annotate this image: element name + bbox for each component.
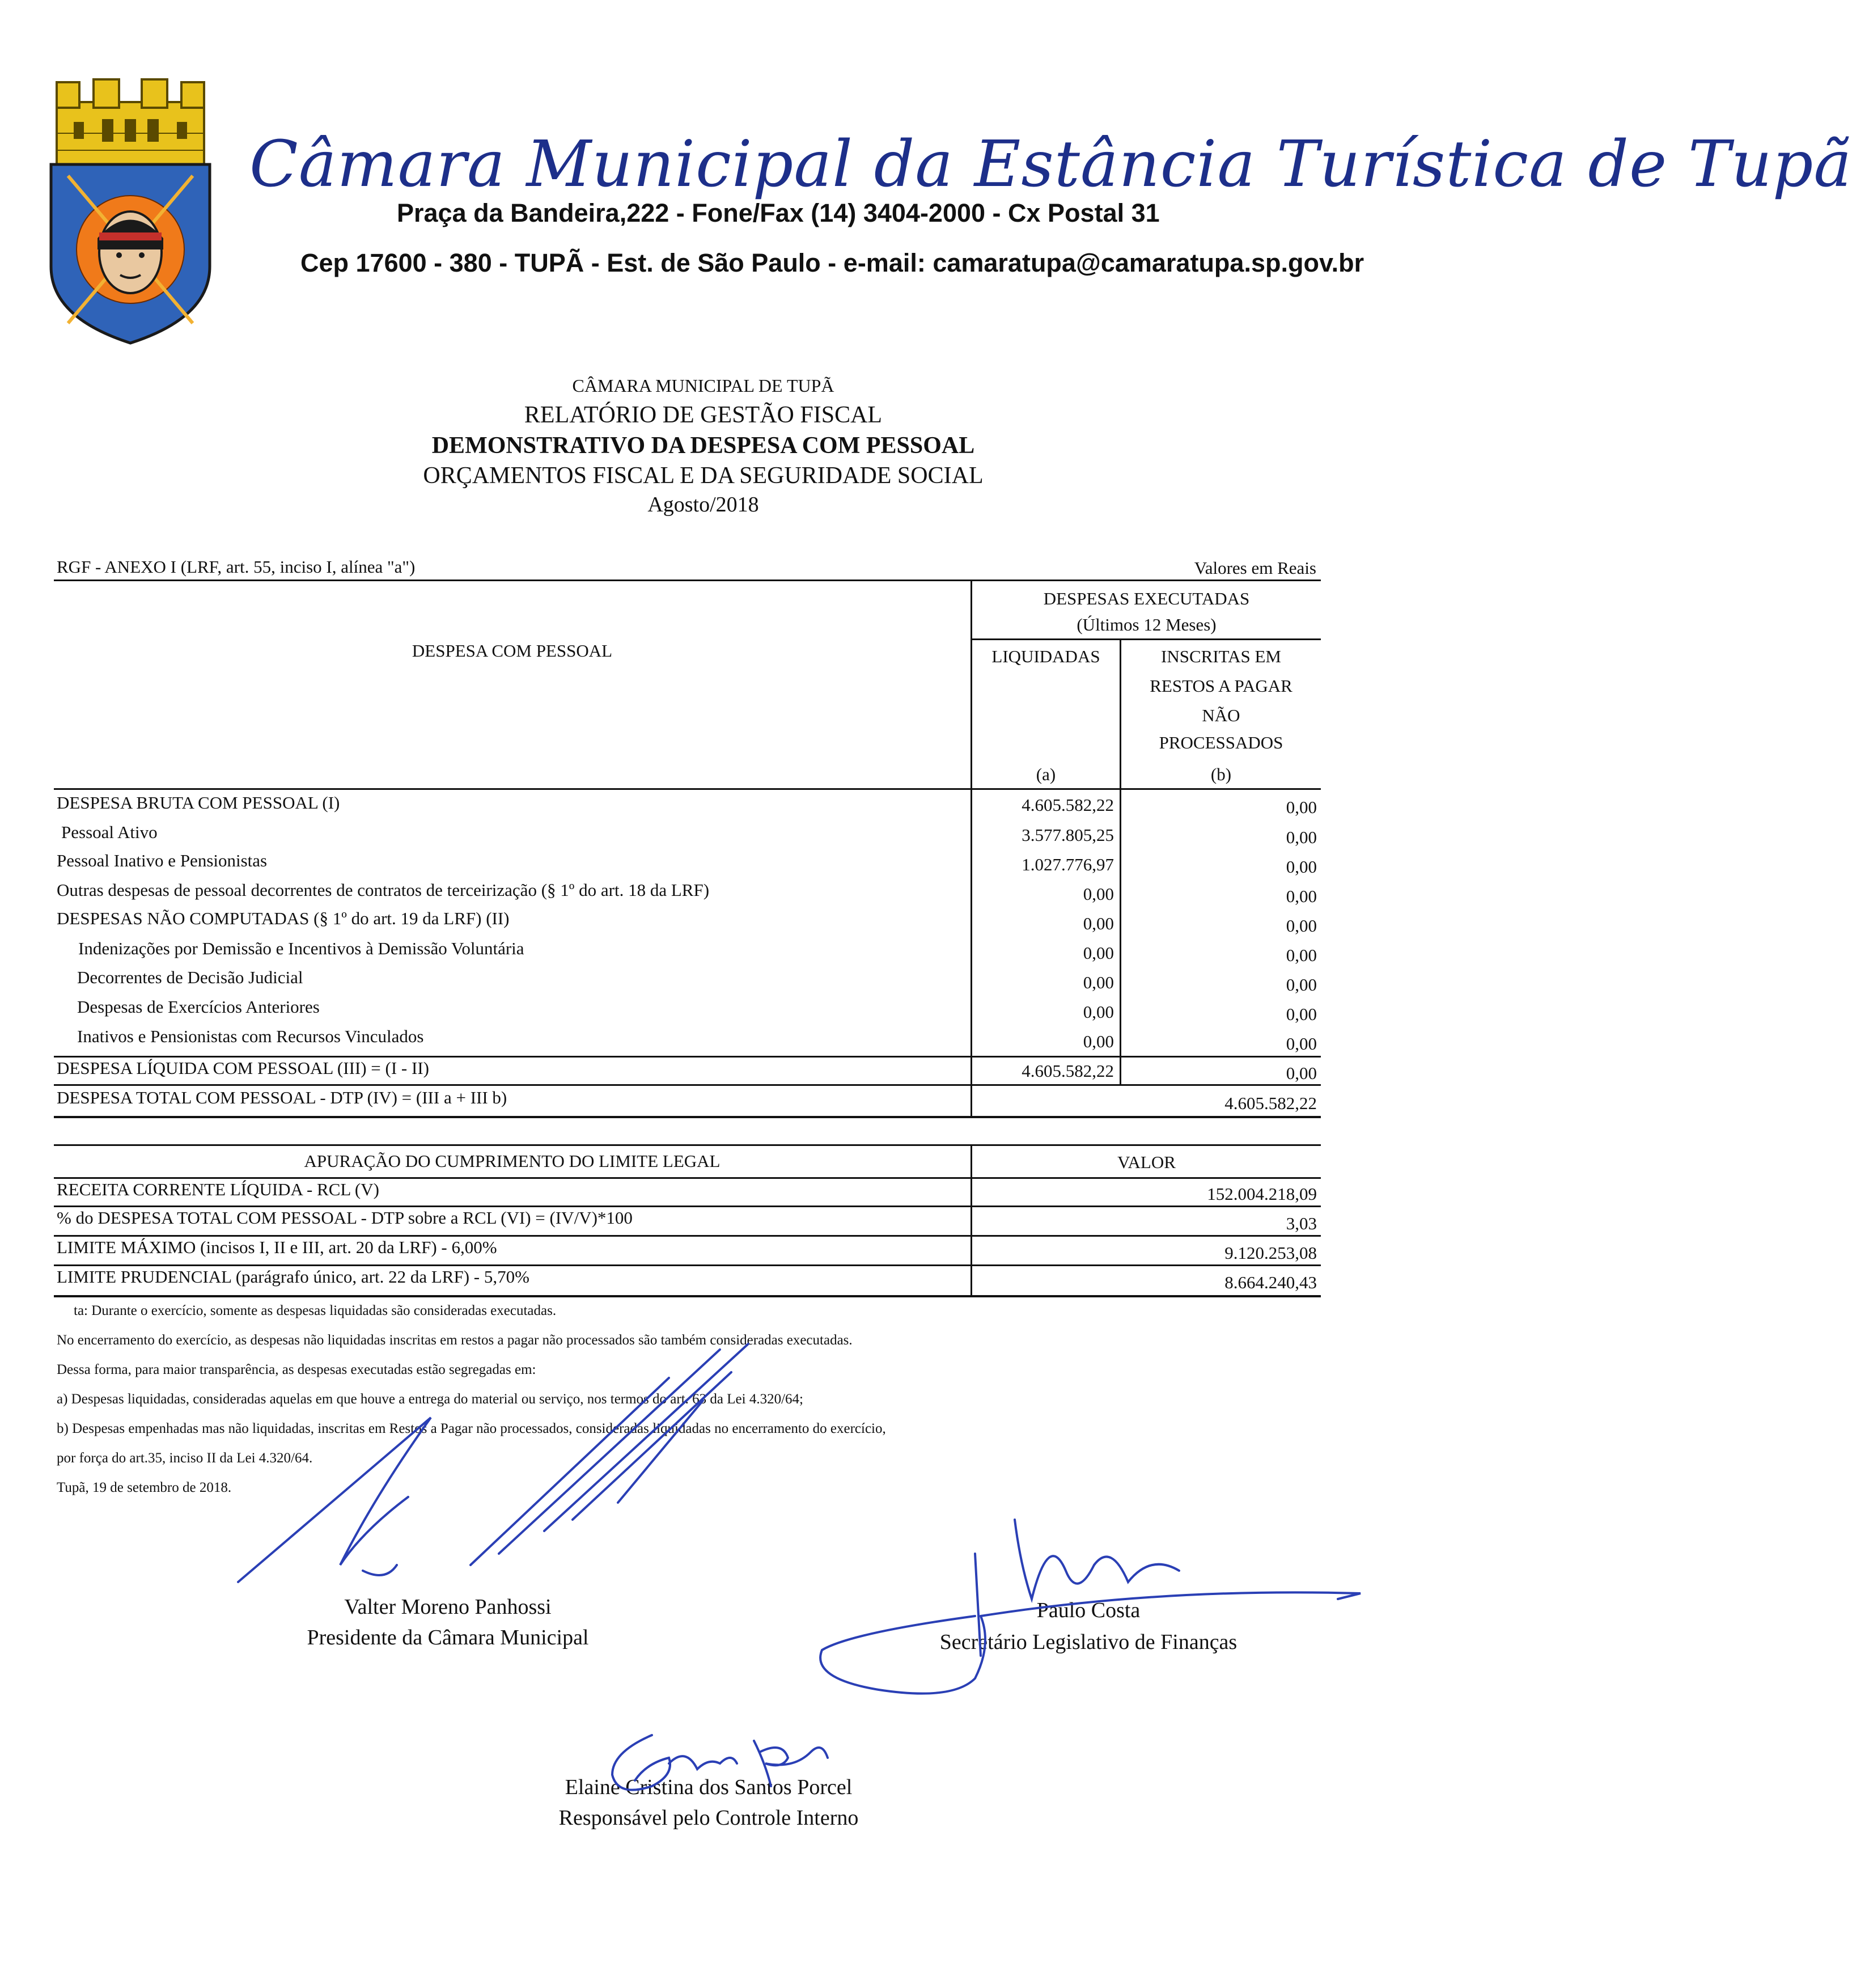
row-value-a: 0,00 xyxy=(1083,913,1114,933)
date-line: Tupã, 19 de setembro de 2018. xyxy=(57,1480,232,1495)
row-value-a: 0,00 xyxy=(1083,1002,1114,1022)
limit-row-value: 8.664.240,43 xyxy=(1224,1272,1317,1292)
row-label: Inativos e Pensionistas com Recursos Vinculados xyxy=(77,1026,424,1046)
group-header-2: (Últimos 12 Meses) xyxy=(1077,615,1217,635)
signatory-role: Secretário Legislativo de Finanças xyxy=(939,1630,1238,1654)
row-label: Indenizações por Demissão e Incentivos à Demissão Voluntária xyxy=(78,938,524,958)
group-header-1: DESPESAS EXECUTADAS xyxy=(1043,589,1250,608)
row-value-b: 0,00 xyxy=(1286,827,1317,847)
row-label: DESPESAS NÃO COMPUTADAS (§ 1º do art. 19 da LRF) (II) xyxy=(57,908,510,928)
col-b-tag: (b) xyxy=(1210,764,1232,784)
total-label: DESPESA TOTAL COM PESSOAL - DTP (IV) = (III a + III b) xyxy=(57,1088,507,1107)
col-b-header-3: NÃO xyxy=(1202,705,1240,725)
report-subtitle: ORÇAMENTOS FISCAL E DA SEGURIDADE SOCIAL xyxy=(423,463,984,489)
limit-row-value: 152.004.218,09 xyxy=(1207,1184,1317,1204)
limit-row-label: LIMITE PRUDENCIAL (parágrafo único, art. 22 da LRF) - 5,70% xyxy=(57,1267,529,1287)
row-value-a: 0,00 xyxy=(1083,884,1114,904)
annex-reference: RGF - ANEXO I (LRF, art. 55, inciso I, alínea "a") xyxy=(57,557,416,577)
col-b-header-4: PROCESSADOS xyxy=(1159,733,1283,752)
table2-header-label: APURAÇÃO DO CUMPRIMENTO DO LIMITE LEGAL xyxy=(304,1151,721,1171)
row-value-b: 0,00 xyxy=(1286,1063,1317,1083)
row-label: DESPESA BRUTA COM PESSOAL (I) xyxy=(57,793,340,813)
row-label: Despesas de Exercícios Anteriores xyxy=(77,997,320,1017)
row-value-b: 0,00 xyxy=(1286,975,1317,995)
report-title: DEMONSTRATIVO DA DESPESA COM PESSOAL xyxy=(431,433,975,459)
total-value: 4.605.582,22 xyxy=(1224,1093,1317,1113)
row-value-a: 3.577.805,25 xyxy=(1022,825,1114,845)
row-value-a: 1.027.776,97 xyxy=(1022,855,1114,874)
limit-row-label: LIMITE MÁXIMO (incisos I, II e III, art. 20 da LRF) - 6,00% xyxy=(57,1237,497,1257)
row-label: Pessoal Inativo e Pensionistas xyxy=(57,851,268,870)
limit-row-label: RECEITA CORRENTE LÍQUIDA - RCL (V) xyxy=(57,1179,379,1199)
row-value-b: 0,00 xyxy=(1286,886,1317,906)
note-line: No encerramento do exercício, as despesas não liquidadas inscritas em restos a pagar não processados são também consideradas executadas. xyxy=(57,1333,853,1348)
limit-row-label: % do DESPESA TOTAL COM PESSOAL - DTP sobre a RCL (VI) = (IV/V)*100 xyxy=(57,1208,633,1228)
row-value-b: 0,00 xyxy=(1286,797,1317,817)
row-label: Decorrentes de Decisão Judicial xyxy=(77,967,303,987)
note-line: ta: Durante o exercício, somente as despesas liquidadas são consideradas executadas. xyxy=(74,1303,557,1318)
signatory-name: Elaine Cristina dos Santos Porcel xyxy=(565,1775,853,1799)
institution-name: Câmara Municipal da Estância Turística de Tupã xyxy=(249,128,1852,201)
col-b-header-1: INSCRITAS EM xyxy=(1161,646,1281,666)
signatory-name: Valter Moreno Panhossi xyxy=(344,1595,552,1619)
row-value-a: 4.605.582,22 xyxy=(1022,1061,1114,1081)
row-value-b: 0,00 xyxy=(1286,857,1317,877)
units-label: Valores em Reais xyxy=(1194,558,1316,578)
col-main-header: DESPESA COM PESSOAL xyxy=(412,641,613,661)
col-a-tag: (a) xyxy=(1036,764,1056,784)
signatory-role: Presidente da Câmara Municipal xyxy=(307,1626,589,1649)
report-period: Agosto/2018 xyxy=(647,493,759,517)
row-value-a: 4.605.582,22 xyxy=(1022,795,1114,815)
row-label: DESPESA LÍQUIDA COM PESSOAL (III) = (I - II) xyxy=(57,1058,429,1078)
signatory-role: Responsável pelo Controle Interno xyxy=(558,1806,859,1830)
report-entity: CÂMARA MUNICIPAL DE TUPÃ xyxy=(572,375,834,396)
row-value-b: 0,00 xyxy=(1286,945,1317,965)
row-label: Pessoal Ativo xyxy=(61,822,158,842)
row-label: Outras despesas de pessoal decorrentes de contratos de terceirização (§ 1º do art. 18 da LRF) xyxy=(57,880,710,900)
limit-row-value: 3,03 xyxy=(1286,1213,1317,1233)
address-line-2: Cep 17600 - 380 - TUPÃ - Est. de São Paulo - e-mail: camaratupa@camaratupa.sp.gov.br xyxy=(300,248,1364,277)
report-type: RELATÓRIO DE GESTÃO FISCAL xyxy=(524,402,883,428)
row-value-b: 0,00 xyxy=(1286,1004,1317,1024)
row-value-b: 0,00 xyxy=(1286,916,1317,936)
col-a-header: LIQUIDADAS xyxy=(991,646,1100,666)
signatory-name: Paulo Costa xyxy=(1036,1598,1141,1622)
note-line: Dessa forma, para maior transparência, as despesas executadas estão segregadas em: xyxy=(57,1362,536,1377)
row-value-a: 0,00 xyxy=(1083,943,1114,963)
row-value-b: 0,00 xyxy=(1286,1034,1317,1054)
note-line: por força do art.35, inciso II da Lei 4.320/64. xyxy=(57,1450,313,1466)
row-value-a: 0,00 xyxy=(1083,972,1114,992)
note-line: b) Despesas empenhadas mas não liquidadas, inscritas em Restos a Pagar não processados, consideradas liquidadas no encerramento do exercício, xyxy=(57,1421,886,1436)
note-line: a) Despesas liquidadas, consideradas aquelas em que houve a entrega do material ou serviço, nos termos do art. 63 da Lei 4.320/64; xyxy=(57,1391,803,1407)
limit-row-value: 9.120.253,08 xyxy=(1224,1243,1317,1263)
address-line-1: Praça da Bandeira,222 - Fone/Fax (14) 3404-2000 - Cx Postal 31 xyxy=(397,198,1160,227)
row-value-a: 0,00 xyxy=(1083,1031,1114,1051)
table2-header-value: VALOR xyxy=(1117,1152,1176,1172)
col-b-header-2: RESTOS A PAGAR xyxy=(1150,676,1292,696)
